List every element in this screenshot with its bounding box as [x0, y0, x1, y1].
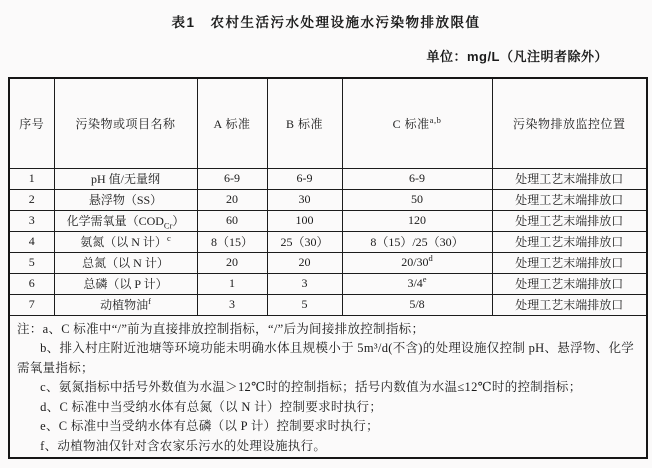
pollutant-name-cell	[54, 273, 197, 294]
standard-a-cell: 20	[197, 252, 267, 273]
note-e: e、C 标准中当受纳水体有总磷（以 P 计）控制要求时执行；	[40, 419, 379, 434]
standard-c-cell	[342, 294, 492, 315]
pollutant-name-subscript: Cr	[163, 220, 173, 231]
notes-cell	[9, 315, 647, 458]
col-header-index: 序号	[9, 78, 54, 168]
standard-b-cell: 20	[267, 252, 342, 273]
standard-c-cell	[342, 189, 492, 210]
row-index-cell: 7	[9, 294, 54, 315]
pollutant-name-superscript: c	[166, 233, 171, 243]
standard-a-cell: 20	[197, 189, 267, 210]
standard-c-value-superscript: d	[428, 253, 433, 263]
col-header-standard-a: A 标准	[197, 78, 267, 168]
note-c: c、氨氮指标中括号外数值为水温＞12℃时的控制指标；括号内数值为水温≤12℃时的控制指标；	[40, 380, 582, 395]
pollutant-name-cell	[54, 231, 197, 252]
table-row	[9, 210, 647, 231]
pollutant-name: 总磷（以 P 计）	[83, 277, 168, 291]
row-index-cell: 3	[9, 210, 54, 231]
monitoring-position-cell: 处理工艺末端排放口	[492, 210, 647, 231]
standard-a-cell: 60	[197, 210, 267, 231]
standard-c-cell	[342, 273, 492, 294]
standard-c-label: C 标准	[392, 116, 430, 131]
col-header-pollutant-name: 污染物或项目名称	[54, 78, 197, 168]
note-a: 注：a、C 标准中“/”前为直接排放控制指标，“/”后为间接排放控制指标；	[17, 321, 425, 336]
monitoring-position-cell: 处理工艺末端排放口	[492, 189, 647, 210]
pollutant-name: 悬浮物（SS）	[88, 193, 163, 207]
standard-b-cell: 25（30）	[267, 231, 342, 252]
row-index-cell: 4	[9, 231, 54, 252]
standard-c-value: 50	[411, 192, 423, 206]
standard-a-cell: 8（15）	[197, 231, 267, 252]
standard-c-value: 5/8	[409, 297, 425, 311]
monitoring-position-cell: 处理工艺末端排放口	[492, 252, 647, 273]
standard-b-cell: 100	[267, 210, 342, 231]
pollutant-name-suffix: ）	[172, 214, 185, 228]
note-d: d、C 标准中当受纳水体有总氮（以 N 计）控制要求时执行；	[40, 399, 383, 414]
pollutant-name: pH 值/无量纲	[90, 172, 160, 186]
standard-b-cell: 3	[267, 273, 342, 294]
standard-c-cell	[342, 231, 492, 252]
table-row	[9, 189, 647, 210]
standard-b-cell: 30	[267, 189, 342, 210]
notes-row	[9, 315, 647, 458]
monitoring-position-cell: 处理工艺末端排放口	[492, 231, 647, 252]
standard-c-value: 20/30	[401, 255, 429, 269]
monitoring-position-cell: 处理工艺末端排放口	[492, 273, 647, 294]
standard-a-cell: 3	[197, 294, 267, 315]
standard-c-value: 8（15）/25（30）	[370, 235, 464, 249]
standard-c-value-superscript: e	[422, 274, 427, 284]
standard-c-cell	[342, 252, 492, 273]
col-header-standard-c	[342, 78, 492, 168]
table-row	[9, 231, 647, 252]
table-row	[9, 168, 647, 189]
pollutant-name: 总氮（以 N 计）	[82, 256, 169, 270]
note-b: b、排入村庄附近池塘等环境功能未明确水体且规模小于 5m³/d(不含)的处理设施仅控制 pH、悬浮物、化学需氧量指标；	[17, 341, 635, 375]
col-header-standard-b: B 标准	[267, 78, 342, 168]
table-header-row	[9, 78, 647, 168]
standard-c-value: 6-9	[409, 171, 425, 185]
standard-c-superscript: a,b	[429, 114, 442, 125]
standard-c-value: 3/4	[407, 276, 423, 290]
col-header-monitoring-position: 污染物排放监控位置	[492, 78, 647, 168]
monitoring-position-cell: 处理工艺末端排放口	[492, 294, 647, 315]
pollutant-name-cell	[54, 252, 197, 273]
pollutant-name-superscript: f	[148, 296, 151, 306]
pollutant-name: 化学需氧量（COD	[66, 214, 164, 228]
unit-note: 单位：mg/L（凡注明者除外）	[426, 49, 608, 64]
table-row	[9, 273, 647, 294]
row-index-cell: 5	[9, 252, 54, 273]
pollutant-limits-table	[8, 77, 648, 459]
standard-c-cell	[342, 210, 492, 231]
table-title: 表1 农村生活污水处理设施水污染物排放限值	[171, 15, 481, 30]
standard-b-cell: 5	[267, 294, 342, 315]
monitoring-position-cell: 处理工艺末端排放口	[492, 168, 647, 189]
standard-a-cell: 1	[197, 273, 267, 294]
pollutant-name-cell	[54, 189, 197, 210]
row-index-cell: 6	[9, 273, 54, 294]
standard-c-cell	[342, 168, 492, 189]
table-row	[9, 252, 647, 273]
row-index-cell: 1	[9, 168, 54, 189]
pollutant-name: 动植物油	[100, 298, 149, 312]
standard-c-value: 120	[408, 213, 426, 227]
pollutant-name-cell	[54, 168, 197, 189]
table-row	[9, 294, 647, 315]
pollutant-name-cell	[54, 294, 197, 315]
standard-b-cell: 6-9	[267, 168, 342, 189]
pollutant-name-cell	[54, 210, 197, 231]
row-index-cell: 2	[9, 189, 54, 210]
pollutant-name: 氨氮（以 N 计）	[80, 235, 167, 249]
standard-a-cell: 6-9	[197, 168, 267, 189]
note-f: f、动植物油仅针对含农家乐污水的处理设施执行。	[40, 439, 327, 454]
